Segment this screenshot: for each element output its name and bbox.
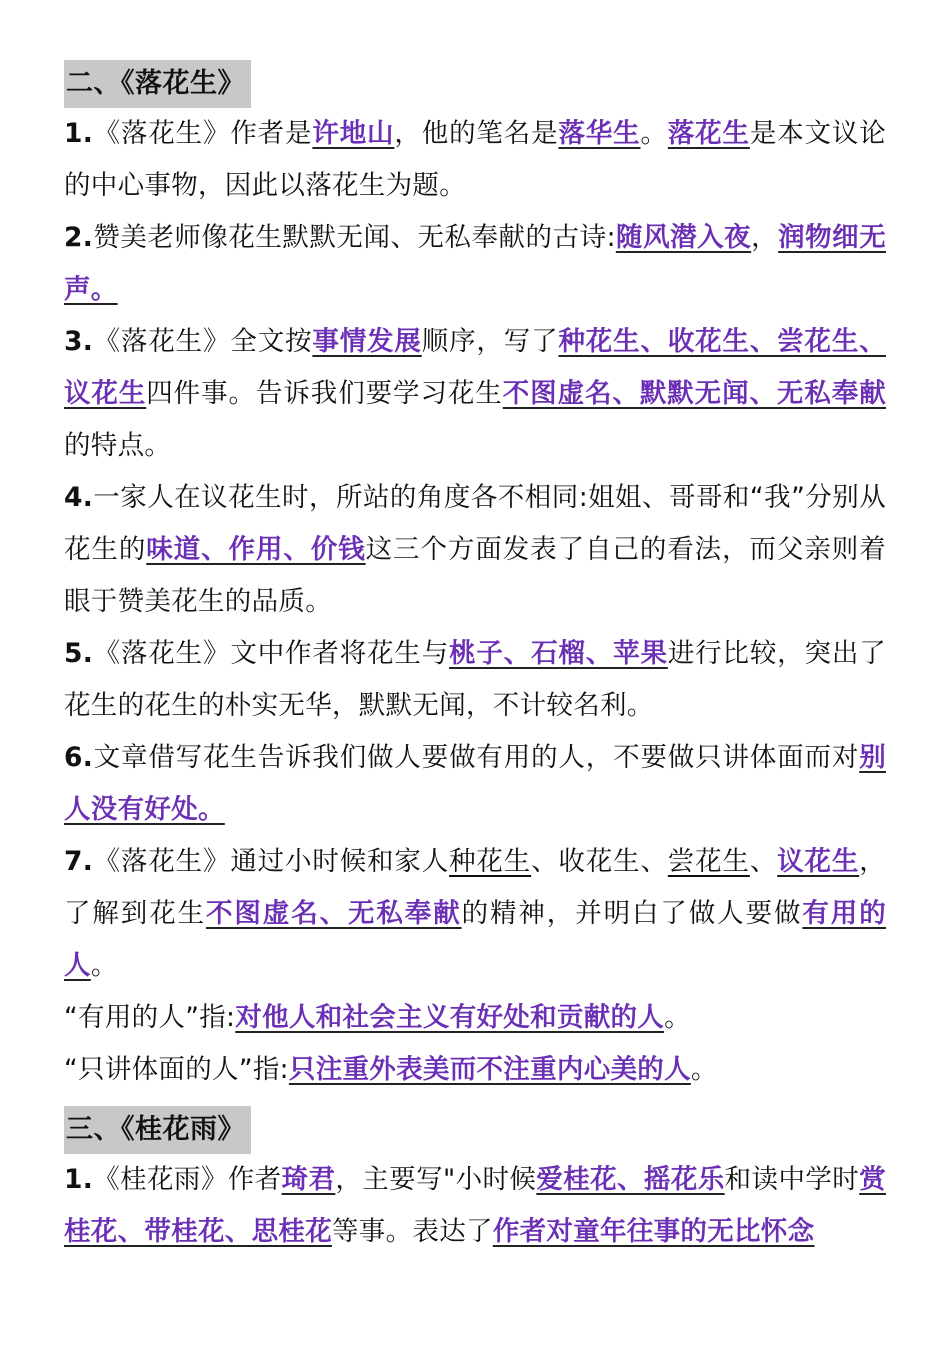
answer-highlight: 赏桂花、带桂花、思桂花 xyxy=(64,1164,886,1247)
text: 《落花生》作者是 xyxy=(93,118,313,149)
text: 四件事。告诉我们要学习花生 xyxy=(146,378,503,409)
section-heading-guihuayu: 三、《桂花雨》 xyxy=(64,1106,251,1154)
text: 。 xyxy=(90,950,118,981)
answer-highlight: 事情发展 xyxy=(312,326,422,357)
item-2 xyxy=(64,212,886,316)
answer-highlight: 润物细无声。 xyxy=(64,222,887,305)
item-number: 5. xyxy=(64,638,94,669)
item-1-guihuayu xyxy=(64,1154,886,1258)
underlined-text: 种花生 xyxy=(449,846,532,877)
text: 文章借写花生告诉我们做人要做有用的人，不要做只讲体面而对 xyxy=(93,742,860,773)
answer-highlight: 许地山 xyxy=(312,118,395,149)
answer-highlight: 不图虚名、默默无闻、无私奉献 xyxy=(502,378,886,409)
text: 、收花生、 xyxy=(531,846,668,877)
text: 。 xyxy=(640,118,668,149)
item-number: 7. xyxy=(64,846,94,877)
text: 《落花生》通过小时候和家人 xyxy=(93,846,450,877)
text: 赞美老师像花生默默无闻、无私奉献的古诗: xyxy=(93,222,616,253)
item-4 xyxy=(64,472,886,628)
text: 顺序，写了 xyxy=(421,326,559,357)
answer-highlight: 琦君 xyxy=(281,1164,336,1195)
definition-appearance-person xyxy=(64,1044,886,1096)
text: “有用的人”指: xyxy=(64,1002,236,1033)
text: “只讲体面的人”指: xyxy=(64,1054,289,1085)
answer-highlight: 味道、作用、价钱 xyxy=(146,534,366,565)
answer-highlight: 桃子、石榴、苹果 xyxy=(449,638,668,669)
text: 。 xyxy=(664,1002,691,1033)
text: 《落花生》文中作者将花生与 xyxy=(93,638,450,669)
answer-highlight: 作者对童年往事的无比怀念 xyxy=(492,1216,815,1247)
text: 这三个方面发表了自己的看法，而父亲则着眼于赞美花生的品质。 xyxy=(64,534,887,617)
text: 和读中学时 xyxy=(724,1164,860,1195)
item-1 xyxy=(64,108,886,212)
text: 的精神，并明白了做人要做 xyxy=(461,898,803,929)
document-page xyxy=(64,56,886,1258)
text: 等事。表达了 xyxy=(332,1216,493,1247)
answer-highlight: 随风潜入夜 xyxy=(615,222,752,253)
answer-highlight: 只注重外表美而不注重内心美的人 xyxy=(288,1054,691,1085)
answer-highlight: 落花生 xyxy=(667,118,750,149)
item-5 xyxy=(64,628,886,732)
answer-highlight: 种花生、收花生、尝花生、议花生 xyxy=(64,326,886,409)
answer-highlight: 议花生 xyxy=(777,846,860,877)
answer-highlight: 对他人和社会主义有好处和贡献的人 xyxy=(235,1002,665,1033)
section-heading-luohuasheng: 二、《落花生》 xyxy=(64,60,251,108)
text: 。 xyxy=(690,1054,718,1085)
answer-highlight: 不图虚名、无私奉献 xyxy=(206,898,462,929)
answer-highlight: 别人没有好处。 xyxy=(64,742,886,825)
text: ，他的笔名是 xyxy=(394,118,559,149)
item-6 xyxy=(64,732,886,836)
item-number: 2. xyxy=(64,222,94,253)
item-number: 1. xyxy=(64,118,94,149)
item-number: 3. xyxy=(64,326,94,357)
item-3 xyxy=(64,316,886,472)
text: ， xyxy=(751,222,779,253)
text: 进行比较，突出了花生的花生的朴实无华，默默无闻，不计较名利。 xyxy=(64,638,886,721)
item-number: 1. xyxy=(64,1164,94,1195)
text: 、 xyxy=(749,846,778,877)
text: 是本文议论的中心事物，因此以落花生为题。 xyxy=(64,118,887,201)
text: 《落花生》全文按 xyxy=(93,326,313,357)
item-number: 6. xyxy=(64,742,94,773)
answer-highlight: 爱桂花、摇花乐 xyxy=(536,1164,725,1195)
answer-highlight: 落华生 xyxy=(558,118,641,149)
underlined-text: 尝花生 xyxy=(667,846,750,877)
text: 一家人在议花生时，所站的角度各不相同:姐姐、哥哥和“我”分别从花生的 xyxy=(64,482,886,565)
answer-highlight: 有用的人 xyxy=(64,898,886,981)
definition-useful-person xyxy=(64,992,886,1044)
item-number: 4. xyxy=(64,482,94,513)
text: 的特点。 xyxy=(64,430,172,461)
item-7 xyxy=(64,836,886,992)
text: ，主要写"小时候 xyxy=(335,1164,537,1195)
text: 《桂花雨》作者 xyxy=(93,1164,282,1195)
text: ，了解到花生 xyxy=(64,846,887,929)
